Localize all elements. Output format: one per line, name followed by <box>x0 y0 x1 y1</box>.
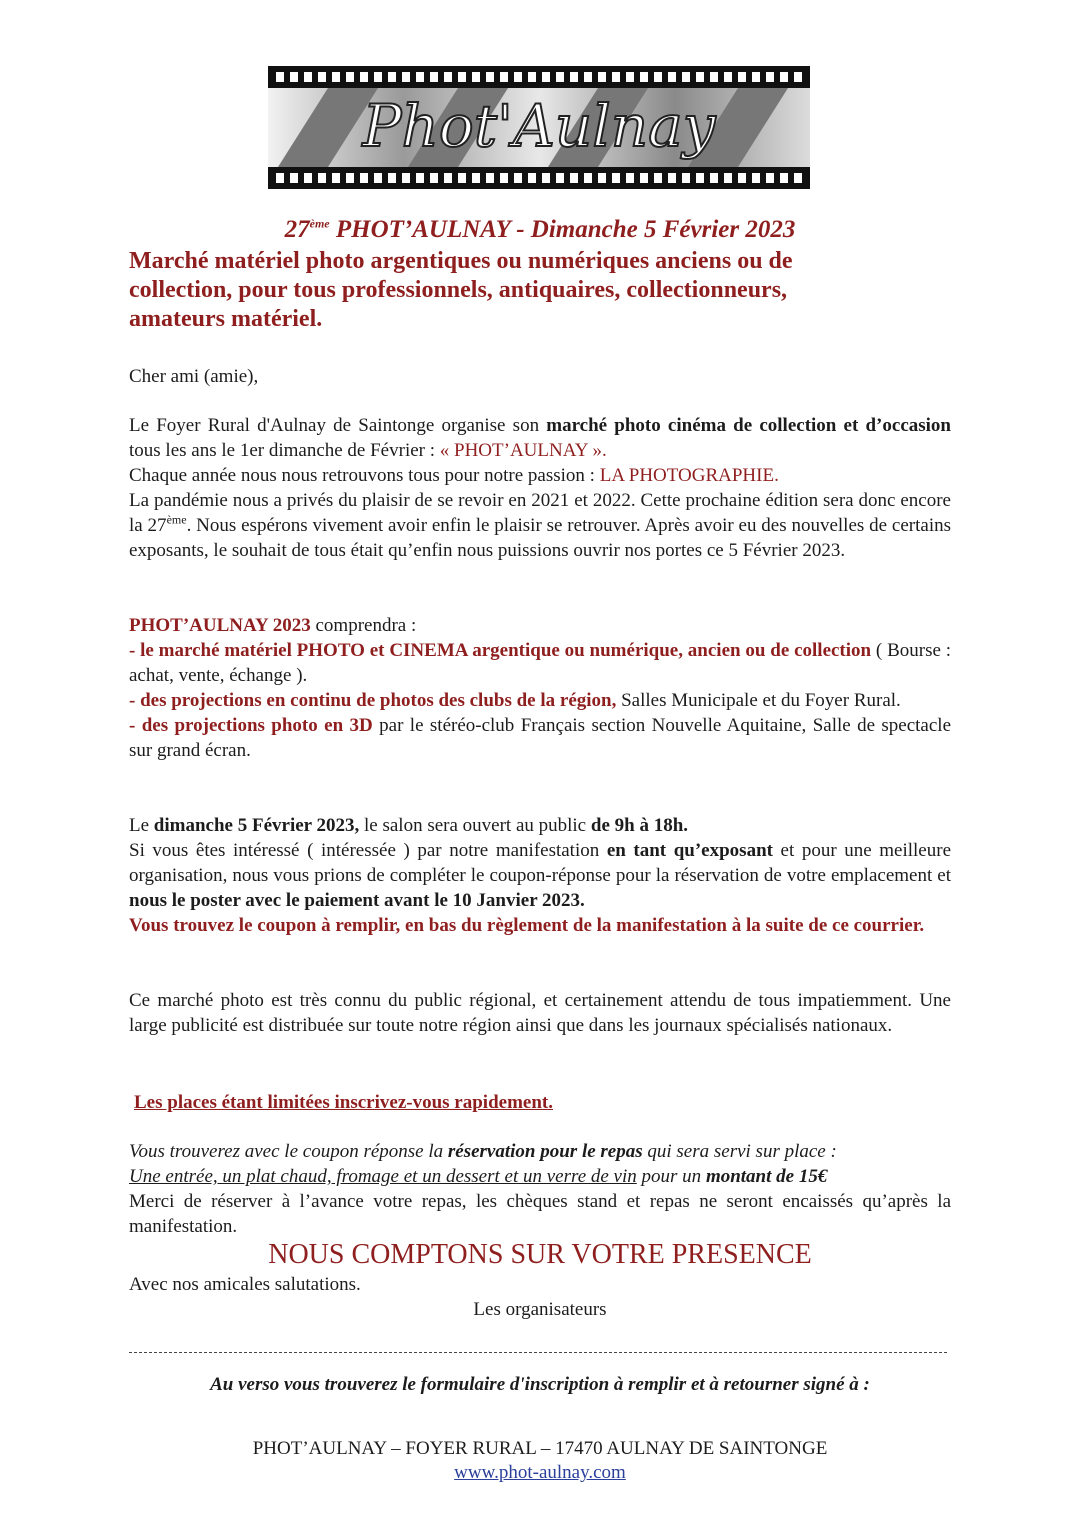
footer-address: PHOT’AULNAY – FOYER RURAL – 17470 AULNAY DE SAINTONGE <box>252 1438 828 1459</box>
meal-paragraph: Vous trouverez avec le coupon réponse la réservation pour le repas qui sera servi sur place : Une entrée, un plat chaud, fromage et un dessert et un verre de vin pour un montant de 15€ Merci de réserver à l’avance votre repas, les chèques stand et repas ne seront encaissés qu’après la manifestation. <box>129 1141 951 1237</box>
publicity-paragraph: Ce marché photo est très connu du public régional, et certainement attendu de tous impatiemment. Une large publicité est distribuée sur toute notre région ainsi que dans les journaux spécialisés nationaux. <box>129 990 951 1036</box>
svg-text:Phot'Aulnay: Phot'Aulnay <box>362 92 716 160</box>
event-title: 27ème PHOT’AULNAY - Dimanche 5 Février 2023 <box>284 216 796 243</box>
website-link[interactable]: www.phot-aulnay.com <box>454 1462 626 1483</box>
schedule-paragraph: Le dimanche 5 Février 2023, le salon sera ouvert au public de 9h à 18h. Si vous êtes intéressé ( intéressée ) par notre manifestation en tant qu’exposant et pour une meilleure organisation, nous vous prions de compléter le coupon-réponse pour la réservation de votre emplacement et nous le poster avec le paiement avant le 10 Janvier 2023. Vous trouvez le coupon à remplir, en bas du règlement de la manifestation à la suite de ce courrier. <box>129 815 951 936</box>
program-paragraph: PHOT’AULNAY 2023 comprendra : - le marché matériel PHOTO et CINEMA argentique ou numérique, ancien ou de collection ( Bourse : achat, vente, échange ). - des projections en continu de photos des clubs de la région, Salles Municipale et du Foyer Rural. - des projections photo en 3D par le stéréo-club Français section Nouvelle Aquitaine, Salle de spectacle sur grand écran. <box>129 615 952 761</box>
salutation: Avec nos amicales salutations. <box>129 1274 361 1295</box>
phot-aulnay-logo <box>268 66 810 189</box>
footer <box>129 1437 951 1485</box>
presence-heading: NOUS COMPTONS SUR VOTRE PRESENCE <box>268 1239 812 1270</box>
verso-note: Au verso vous trouverez le formulaire d'inscription à remplir et à retourner signé à : <box>210 1374 870 1395</box>
event-subtitle: Marché matériel photo argentiques ou numériques anciens ou de collection, pour tous professionnels, antiquaires, collectionneurs, amateurs matériel. <box>129 248 793 332</box>
urgent-notice: Les places étant limitées inscrivez-vous rapidement. <box>134 1092 553 1113</box>
intro-paragraph: Le Foyer Rural d'Aulnay de Saintonge organise son marché photo cinéma de collection et d’occasion tous les ans le 1er dimanche de Février : « PHOT’AULNAY ». Chaque année nous nous retrouvons tous pour notre passion : LA PHOTOGRAPHIE. La pandémie nous a privés du plaisir de se revoir en 2021 et 2022. Cette prochaine édition sera donc encore la 27ème. Nous espérons vivement avoir enfin le plaisir se retrouver. Après avoir eu des nouvelles de certains exposants, le souhait de tous était qu’enfin nous puissions ouvrir nos portes ce 5 Février 2023. <box>129 415 951 561</box>
signature: Les organisateurs <box>473 1299 607 1320</box>
greeting: Cher ami (amie), <box>129 366 259 387</box>
dashed-separator <box>129 1352 947 1353</box>
